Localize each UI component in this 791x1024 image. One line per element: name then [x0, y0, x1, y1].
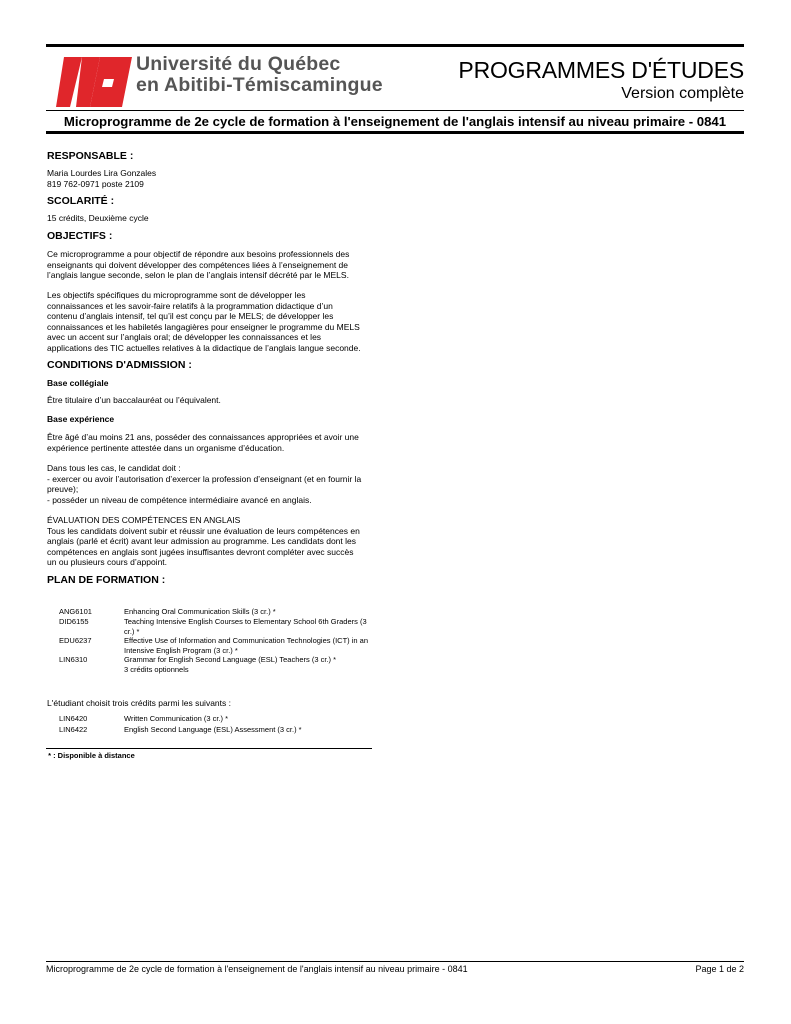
text-line: Ce microprogramme a pour objectif de répondre aux besoins professionnels des — [47, 249, 350, 259]
document-type-title: PROGRAMMES D'ÉTUDES — [458, 57, 744, 83]
course-code: ANG6101 — [59, 607, 92, 616]
text-line: anglais (parlé et écrit) avant leur admission au programme. Les candidats dont les — [47, 536, 356, 546]
text-line: - posséder un niveau de compétence intermédiaire avancé en anglais. — [47, 494, 312, 505]
text-line: Être âgé d’au moins 21 ans, posséder des connaissances appropriées et avoir une — [47, 432, 359, 442]
base-collegiale-heading: Base collégiale — [47, 378, 109, 388]
title-bottom-rule — [46, 131, 744, 134]
logo-line-2: en Abitibi-Témiscamingue — [136, 74, 383, 96]
base-experience-text — [47, 432, 359, 453]
responsable-phone: 819 762-0971 poste 2109 — [47, 179, 144, 189]
text-line: avec un accent sur l’anglais oral; de développer les connaissances et les — [47, 332, 322, 342]
optional-credits-label: 3 crédits optionnels — [124, 665, 189, 674]
text-line: Dans tous les cas, le candidat doit : — [47, 463, 181, 473]
course-title: English Second Language (ESL) Assessment (3 cr.) * — [124, 725, 302, 734]
header-top-rule — [46, 44, 744, 47]
base-experience-heading: Base expérience — [47, 414, 115, 424]
version-label: Version complète — [621, 85, 744, 102]
distance-legend: * : Disponible à distance — [46, 751, 135, 760]
text-line: connaissances et les savoir-faire relatifs à la programmation didactique d’un — [47, 300, 333, 311]
course-title: Effective Use of Information and Communication Technologies (ICT) in an Intensive English Program (3 cr.) * — [124, 636, 369, 655]
text-line: enseignants qui doivent développer des compétences liées à l’enseignement de — [47, 259, 349, 270]
scolarite-heading: SCOLARITÉ : — [47, 195, 115, 207]
course-code: LIN6310 — [59, 655, 88, 664]
admission-heading: CONDITIONS D'ADMISSION : — [47, 359, 192, 371]
responsable-name: Maria Lourdes Lira Gonzales — [47, 168, 157, 178]
text-line: Les objectifs spécifiques du microprogramme sont de développer les — [47, 290, 306, 300]
course-code: LIN6420 — [59, 714, 88, 723]
course-title: Teaching Intensive English Courses to Elementary School 6th Graders (3 cr.) * — [124, 617, 367, 636]
text-line: expérience pertinente attestée dans un organisme d’éducation. — [47, 442, 285, 453]
text-line: applications des TIC actuelles relatives à la didactique de l’anglais langue seconde. — [47, 342, 361, 353]
logo-wordmark — [136, 54, 383, 96]
course-title: Written Communication (3 cr.) * — [124, 714, 229, 723]
legend-divider — [46, 748, 372, 749]
text-line: l’anglais langue seconde, selon le plan de l’anglais intensif décrété par le MELS. — [47, 270, 349, 280]
course-title: Grammar for English Second Language (ESL) Teachers (3 cr.) * — [124, 655, 337, 664]
text-line: un ou plusieurs cours d’appoint. — [47, 557, 168, 567]
text-line: - exercer ou avoir l’autorisation d’exercer la profession d’enseignant (et en fournir la — [47, 473, 362, 484]
footer-rule — [46, 961, 744, 962]
plan-heading: PLAN DE FORMATION : — [47, 574, 166, 586]
optional-choice-text: L'étudiant choisit trois crédits parmi les suivants : — [47, 698, 231, 708]
course-code: DID6155 — [59, 617, 89, 626]
text-line: contenu d’anglais intensif, tel qu’il est conçu par le MELS; de développer les — [47, 311, 334, 321]
text-line: Tous les candidats doivent subir et réussir une évaluation de leurs compétences en — [47, 525, 360, 536]
course-code: LIN6422 — [59, 725, 88, 734]
logo-line-1: Université du Québec — [136, 53, 341, 75]
program-title: Microprogramme de 2e cycle de formation à l'enseignement de l'anglais intensif au niveau primaire - 0841 — [63, 114, 727, 129]
footer-title: Microprogramme de 2e cycle de formation à l'enseignement de l'anglais intensif au niveau primaire - 0841 — [46, 964, 468, 974]
course-title: Enhancing Oral Communication Skills (3 cr.) * — [124, 607, 276, 616]
page-number: Page 1 de 2 — [695, 964, 744, 974]
responsable-heading: RESPONSABLE : — [47, 150, 134, 162]
admission-conditions — [47, 463, 361, 505]
english-evaluation — [47, 515, 360, 568]
objectifs-heading: OBJECTIFS : — [47, 230, 113, 242]
scolarite-text: 15 crédits, Deuxième cycle — [47, 213, 149, 223]
header-divider — [46, 110, 744, 111]
text-line: connaissances et les habiletés langagières pour enseigner le programme du MELS — [47, 321, 360, 332]
course-code: EDU6237 — [59, 636, 92, 645]
text-line: ÉVALUATION DES COMPÉTENCES EN ANGLAIS — [47, 515, 241, 525]
objectifs-paragraph-2 — [47, 290, 383, 353]
text-line: preuve); — [47, 484, 79, 494]
text-line: compétences en anglais sont jugées insuffisantes devront compléter avec succès — [47, 546, 354, 557]
base-collegiale-text: Être titulaire d’un baccalauréat ou l’équivalent. — [47, 395, 221, 405]
objectifs-paragraph-1 — [47, 249, 383, 281]
